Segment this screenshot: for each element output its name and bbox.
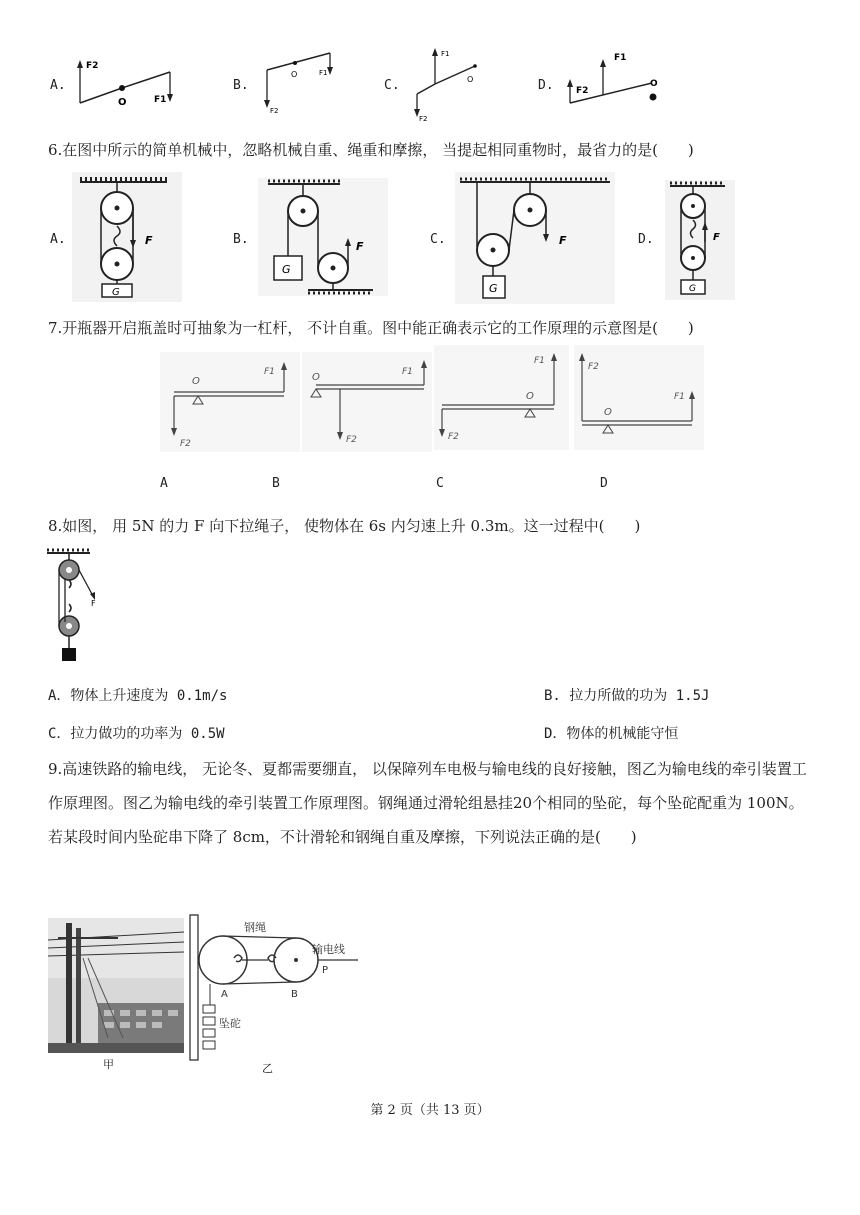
- q5d-o: O: [650, 79, 658, 89]
- q5c-o: O: [467, 75, 474, 84]
- q5-option-b-label: B.: [233, 78, 249, 93]
- q5a-f2: F2: [86, 61, 99, 71]
- q7-option-d-label: D: [600, 476, 608, 491]
- q5b-f2: F2: [270, 107, 279, 115]
- q6a-f: F: [145, 234, 153, 247]
- q5-figure-c: [405, 42, 495, 122]
- q7-figure-d: [574, 345, 704, 450]
- q5a-f1: F1: [154, 95, 167, 105]
- q8-f: F: [91, 599, 96, 608]
- q9-label-b: B: [291, 989, 298, 1000]
- q7b-o: O: [312, 372, 320, 383]
- q6-option-a-label: A.: [50, 232, 66, 247]
- q8-option-b: B. 拉力所做的功为 1.5J: [544, 688, 710, 704]
- q6b-g: G: [282, 263, 291, 276]
- q7c-o: O: [526, 391, 534, 402]
- q6c-f: F: [559, 234, 567, 247]
- q6-option-d-label: D.: [638, 232, 654, 247]
- q7b-f1: F1: [402, 367, 413, 377]
- q6-figure-d: [665, 180, 735, 300]
- q6a-g: G: [112, 287, 120, 298]
- q9-label-a: A: [221, 989, 228, 1000]
- q9-label-wire: 输电线: [312, 943, 345, 956]
- q7-option-a-label: A: [160, 476, 168, 491]
- q5d-f2: F2: [576, 86, 589, 96]
- q6d-g: G: [689, 284, 696, 294]
- q8-option-a: A．物体上升速度为 0.1m/s: [48, 688, 228, 704]
- q7d-f1: F1: [674, 392, 685, 402]
- q5-figure-d: [560, 45, 670, 115]
- q9-label-rope: 钢绳: [244, 921, 266, 934]
- q9-caption-yi: 乙: [262, 1062, 273, 1075]
- q7-option-b-label: B: [272, 476, 280, 491]
- q9-label-weights: 坠砣: [219, 1017, 241, 1030]
- q6c-g: G: [489, 282, 498, 295]
- q5c-f2: F2: [419, 115, 428, 122]
- q9-diagram-yi: [188, 913, 368, 1063]
- q7c-f2: F2: [448, 432, 459, 442]
- q6-figure-c: [455, 172, 615, 304]
- q9-caption-jia: 甲: [103, 1058, 114, 1071]
- q6-option-c-label: C.: [430, 232, 446, 247]
- q6-option-b-label: B.: [233, 232, 249, 247]
- q6-stem: 6.在图中所示的简单机械中，忽略机械自重、绳重和摩擦， 当提起相同重物时，最省力的是( ): [48, 141, 694, 159]
- q6-figure-b: [258, 178, 388, 296]
- q8-figure: [45, 548, 110, 666]
- q5d-f1: F1: [614, 53, 627, 63]
- q8-option-c: C．拉力做功的功率为 0.5W: [48, 726, 225, 742]
- q7a-f2: F2: [180, 439, 191, 449]
- q8-stem: 8.如图， 用 5N 的力 F 向下拉绳子， 使物体在 6s 内匀速上升 0.3m。这一过程中( ): [48, 517, 641, 535]
- q5-option-a-label: A.: [50, 78, 66, 93]
- q6d-f: F: [713, 232, 720, 243]
- q9-photo-jia: [48, 918, 184, 1053]
- q8-option-d: D．物体的机械能守恒: [544, 726, 679, 742]
- q5b-f1: F1: [319, 69, 328, 77]
- q7a-o: O: [192, 376, 200, 387]
- q7d-o: O: [604, 407, 612, 418]
- q7-option-c-label: C: [436, 476, 444, 491]
- q5c-f1: F1: [441, 50, 450, 58]
- q6-figure-a: [72, 172, 182, 302]
- q7-figure-c: [434, 345, 569, 450]
- q9-label-p: P: [322, 965, 329, 976]
- q5-figure-a: [72, 48, 192, 118]
- q5a-o: O: [118, 97, 127, 108]
- q7d-f2: F2: [588, 362, 599, 372]
- q9-stem: 9.高速铁路的输电线， 无论冬、夏都需要绷直， 以保障列车电极与输电线的良好接触，图乙为输电线的牵引装置工作原理图。图乙为输电线的牵引装置工作原理图。钢绳通过滑轮组悬挂20个相同的坠砣，每个坠砣配重为 100N。若某段时间内坠砣串下降了 8cm，不计滑轮和钢绳自重及摩擦，下列说法正确的是( ): [48, 760, 807, 846]
- q7a-f1: F1: [264, 367, 275, 377]
- q7b-f2: F2: [346, 435, 357, 445]
- q5-option-c-label: C.: [384, 78, 400, 93]
- q5-option-d-label: D.: [538, 78, 554, 93]
- q6b-f: F: [356, 240, 364, 253]
- q7c-f1: F1: [534, 356, 545, 366]
- q7-stem: 7.开瓶器开启瓶盖时可抽象为一杠杆， 不计自重。图中能正确表示它的工作原理的示意图是( ): [48, 319, 694, 337]
- q7-figure-b: [302, 352, 432, 452]
- q5-figure-b: [255, 45, 345, 115]
- page-footer: 第 2 页（共 13 页）: [370, 1103, 490, 1118]
- q7-figure-a: [160, 352, 300, 452]
- q5b-o: O: [291, 70, 298, 79]
